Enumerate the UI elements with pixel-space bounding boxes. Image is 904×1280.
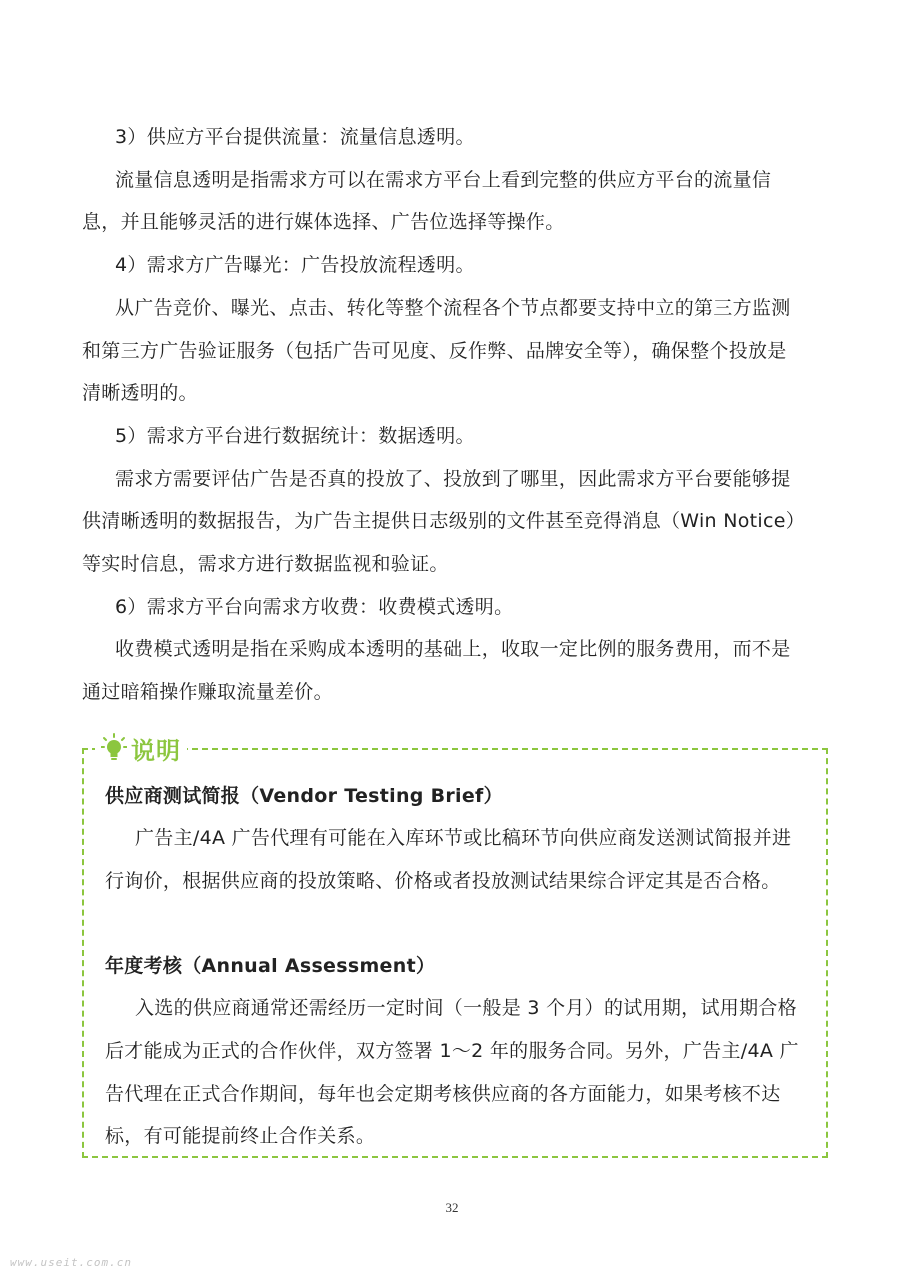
note-line: 行询价，根据供应商的投放策略、价格或者投放测试结果综合评定其是否合格。 [105, 870, 781, 892]
page-number: 32 [445, 1200, 459, 1215]
paragraph-line: 收费模式透明是指在采购成本透明的基础上，收取一定比例的服务费用，而不是 [115, 638, 791, 660]
note-line: 标，有可能提前终止合作关系。 [105, 1125, 376, 1147]
note-title: 说明 [131, 736, 181, 765]
paragraph-line: 流量信息透明是指需求方可以在需求方平台上看到完整的供应方平台的流量信 [115, 169, 772, 191]
note-section-title: 供应商测试简报（Vendor Testing Brief） [105, 785, 503, 807]
note-line: 入选的供应商通常还需经历一定时间（一般是 3 个月）的试用期，试用期合格 [135, 997, 797, 1019]
paragraph-line: 从广告竞价、曝光、点击、转化等整个流程各个节点都要支持中立的第三方监测 [115, 297, 791, 319]
paragraph-line: 需求方需要评估广告是否真的投放了、投放到了哪里，因此需求方平台要能够提 [115, 468, 791, 490]
paragraph-heading-6: 6）需求方平台向需求方收费：收费模式透明。 [115, 596, 514, 618]
paragraph-heading-3: 3）供应方平台提供流量：流量信息透明。 [115, 126, 475, 148]
paragraph-line: 供清晰透明的数据报告，为广告主提供日志级别的文件甚至竞得消息（Win Notice） [82, 510, 806, 532]
note-header [95, 730, 187, 766]
note-line: 广告主/4A 广告代理有可能在入库环节或比稿环节向供应商发送测试简报并进 [135, 827, 792, 849]
note-line: 告代理在正式合作期间，每年也会定期考核供应商的各方面能力，如果考核不达 [105, 1083, 781, 1105]
paragraph-line: 和第三方广告验证服务（包括广告可见度、反作弊、品牌安全等），确保整个投放是 [82, 340, 787, 362]
paragraph-line: 息，并且能够灵活的进行媒体选择、广告位选择等操作。 [82, 211, 565, 233]
paragraph-heading-4: 4）需求方广告曝光：广告投放流程透明。 [115, 254, 475, 276]
paragraph-line: 通过暗箱操作赚取流量差价。 [82, 681, 333, 703]
paragraph-line: 清晰透明的。 [82, 382, 198, 404]
paragraph-heading-5: 5）需求方平台进行数据统计：数据透明。 [115, 425, 475, 447]
lightbulb-icon [101, 733, 127, 763]
paragraph-line: 等实时信息，需求方进行数据监视和验证。 [82, 553, 449, 575]
watermark: www.useit.com.cn [10, 1256, 132, 1269]
note-section-title: 年度考核（Annual Assessment） [105, 955, 436, 977]
note-line: 后才能成为正式的合作伙伴，双方签署 1～2 年的服务合同。另外，广告主/4A 广 [105, 1040, 799, 1062]
